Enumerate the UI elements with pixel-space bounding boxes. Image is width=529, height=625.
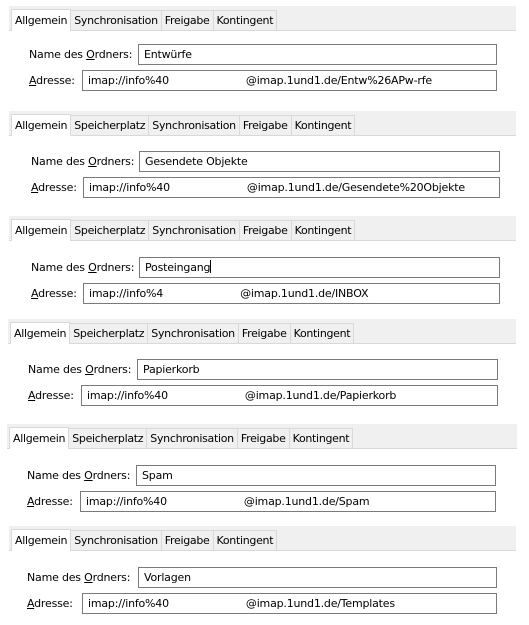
tab-kontingent[interactable]: Kontingent xyxy=(291,115,356,135)
tab-strip xyxy=(11,113,354,135)
tab-speicherplatz[interactable]: Speicherplatz xyxy=(68,428,147,448)
tab-synchronisation[interactable]: Synchronisation xyxy=(146,428,238,448)
tab-speicherplatz[interactable]: Speicherplatz xyxy=(69,323,148,343)
tab-synchronisation[interactable]: Synchronisation xyxy=(70,10,162,30)
tab-kontingent[interactable]: Kontingent xyxy=(213,530,278,550)
address-label: Adresse: xyxy=(27,495,73,508)
folder-properties-dialog-gesendete xyxy=(9,111,516,204)
tab-synchronisation[interactable]: Synchronisation xyxy=(148,220,240,240)
address-prefix: imap://info%40 xyxy=(87,389,168,402)
address-label: Adresse: xyxy=(28,389,74,402)
folder-name-label: Name des Ordners: xyxy=(31,261,135,274)
address-suffix: @imap.1und1.de/Templates xyxy=(245,597,395,610)
tab-kontingent[interactable]: Kontingent xyxy=(291,220,356,240)
tab-strip xyxy=(10,321,353,343)
address-label: Adresse: xyxy=(27,597,73,610)
address-label: Adresse: xyxy=(31,181,77,194)
folder-name-label: Name des Ordners: xyxy=(27,469,131,482)
folder-name-label: Name des Ordners: xyxy=(31,155,135,168)
address-prefix: imap://info%40 xyxy=(88,597,169,610)
address-field[interactable] xyxy=(81,385,498,406)
address-field[interactable] xyxy=(82,593,497,614)
tab-freigabe[interactable]: Freigabe xyxy=(239,220,292,240)
address-suffix: @imap.1und1.de/Papierkorb xyxy=(244,389,397,402)
tab-strip xyxy=(11,218,354,240)
address-prefix: imap://info%40 xyxy=(88,74,169,87)
tab-allgemein[interactable]: Allgemein xyxy=(11,219,71,241)
address-field[interactable] xyxy=(83,283,500,304)
tab-panel-allgemein xyxy=(9,550,516,618)
folder-name-input[interactable]: Posteingang xyxy=(139,257,500,278)
tab-synchronisation[interactable]: Synchronisation xyxy=(70,530,162,550)
tab-freigabe[interactable]: Freigabe xyxy=(161,10,214,30)
tab-speicherplatz[interactable]: Speicherplatz xyxy=(70,115,149,135)
tab-kontingent[interactable]: Kontingent xyxy=(213,10,278,30)
tab-synchronisation[interactable]: Synchronisation xyxy=(148,115,240,135)
tab-kontingent[interactable]: Kontingent xyxy=(289,428,354,448)
tab-kontingent[interactable]: Kontingent xyxy=(290,323,355,343)
folder-name-input[interactable]: Vorlagen xyxy=(138,567,497,588)
folder-name-input[interactable]: Gesendete Objekte xyxy=(139,151,500,172)
tab-panel-allgemein xyxy=(9,135,516,204)
tab-allgemein[interactable]: Allgemein xyxy=(10,322,70,344)
address-field[interactable] xyxy=(80,491,496,512)
folder-name-label: Name des Ordners: xyxy=(29,48,133,61)
folder-name-input[interactable]: Spam xyxy=(136,465,496,486)
folder-name-input[interactable]: Papierkorb xyxy=(137,359,498,380)
tab-strip xyxy=(11,8,276,30)
folder-properties-dialog-vorlagen xyxy=(9,526,516,618)
tab-panel-allgemein xyxy=(9,240,516,309)
tab-allgemein[interactable]: Allgemein xyxy=(9,427,69,449)
address-suffix: @imap.1und1.de/INBOX xyxy=(240,287,369,300)
address-prefix: imap://info%4 xyxy=(89,287,164,300)
address-suffix: @imap.1und1.de/Entw%26APw-rfe xyxy=(245,74,432,87)
tab-panel-allgemein xyxy=(8,343,516,410)
address-label: Adresse: xyxy=(29,74,75,87)
tab-allgemein[interactable]: Allgemein xyxy=(11,529,71,551)
address-prefix: imap://info%40 xyxy=(86,495,167,508)
address-suffix: @imap.1und1.de/Gesendete%20Objekte xyxy=(246,181,465,194)
tab-freigabe[interactable]: Freigabe xyxy=(237,428,290,448)
tab-freigabe[interactable]: Freigabe xyxy=(239,115,292,135)
tab-panel-allgemein xyxy=(7,448,517,516)
folder-name-label: Name des Ordners: xyxy=(27,571,131,584)
folder-name-label: Name des Ordners: xyxy=(28,363,132,376)
tab-strip xyxy=(9,426,352,448)
address-field[interactable] xyxy=(83,177,500,198)
tab-speicherplatz[interactable]: Speicherplatz xyxy=(70,220,149,240)
address-suffix: @imap.1und1.de/Spam xyxy=(243,495,370,508)
address-label: Adresse: xyxy=(31,287,77,300)
tab-freigabe[interactable]: Freigabe xyxy=(238,323,291,343)
address-prefix: imap://info%40 xyxy=(89,181,170,194)
folder-properties-dialog-papierkorb xyxy=(8,319,516,410)
tab-synchronisation[interactable]: Synchronisation xyxy=(147,323,239,343)
tab-freigabe[interactable]: Freigabe xyxy=(161,530,214,550)
folder-properties-dialog-entwuerfe xyxy=(9,6,516,99)
tab-allgemein[interactable]: Allgemein xyxy=(11,9,71,31)
folder-properties-dialog-posteingang xyxy=(9,216,516,309)
tab-strip xyxy=(11,528,276,550)
folder-properties-dialog-spam xyxy=(7,424,517,516)
tab-panel-allgemein xyxy=(9,30,516,99)
address-field[interactable] xyxy=(82,70,497,91)
tab-allgemein[interactable]: Allgemein xyxy=(11,114,71,136)
folder-name-input[interactable]: Entwürfe xyxy=(138,44,497,65)
text-caret xyxy=(210,260,211,273)
